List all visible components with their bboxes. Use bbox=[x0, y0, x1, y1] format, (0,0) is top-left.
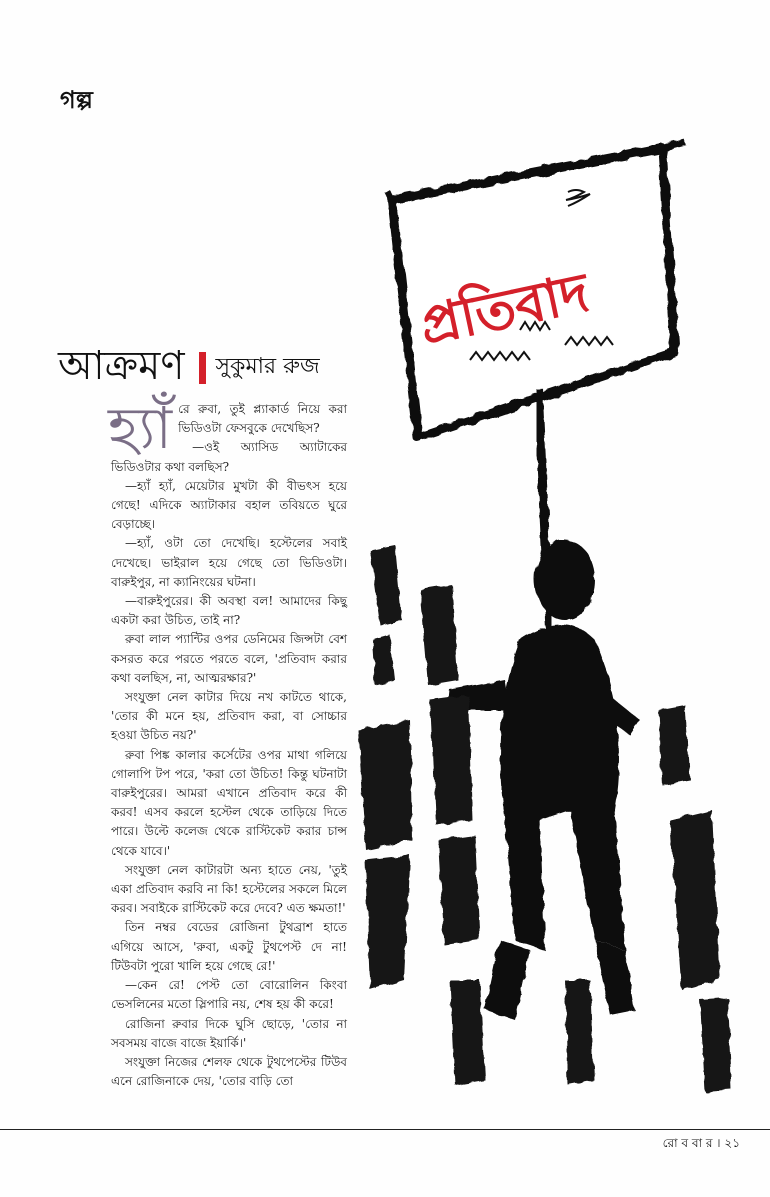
story-body bbox=[108, 394, 347, 1091]
dropcap: হ্যাঁ bbox=[108, 394, 173, 462]
paragraph: —হ্যাঁ হ্যাঁ, মেয়েটার মুখটা কী বীভৎস হয়ে গেছে! এদিকে অ্যাটাকার বহাল তবিয়তে ঘুরে বেড়াচ্ছে। bbox=[111, 478, 347, 532]
paragraph: —কেন রে! পেস্ট তো বোরোলিন কিংবা ভেসলিনের মতো স্লিপারি নয়, শেষ হয় কী করে! bbox=[111, 978, 347, 1012]
paragraph-text: রে রুবা, তুই প্ল্যাকার্ড নিয়ে করা ভিডিওটা ফেসবুকে দেখেছিস? bbox=[178, 402, 347, 436]
paragraph: রোজিনা রুবার দিকে ঘুসি ছোড়ে, 'তোর না সবসময় বাজে বাজে ইয়ার্কি।' bbox=[111, 1016, 347, 1050]
paragraph: সংযুক্তা নেল কাটারটা অন্য হাতে নেয়, 'তুই একা প্রতিবাদ করবি না কি! হস্টেলের সকলে মিলে করব। সবাইকে রাস্টিকেট করে দেবে? এত ক্ষমতা!' bbox=[111, 862, 347, 916]
paragraph: —হ্যাঁ, ওটা তো দেখেছি। হস্টেলের সবাই দেখেছে। ভাইরাল হয়ে গেছে তো ভিডিওটা। বারুইপুর, না ক্যানিংয়ের ঘটনা। bbox=[111, 536, 347, 589]
title-row bbox=[58, 334, 320, 401]
protest-illustration bbox=[340, 120, 770, 1120]
paragraph: তিন নম্বর বেডের রোজিনা টুথব্রাশ হাতে এগিয়ে আসে, 'রুবা, একটু টুথপেস্ট দে না! টিউবটা পুরো খালি হয়ে গেছে রে!' bbox=[111, 920, 347, 973]
author-name: সুকুমার রুজ bbox=[215, 354, 320, 379]
paragraph: —ওই অ্যাসিড অ্যাটাকের ভিডিওটার কথা বলছিস? bbox=[111, 440, 347, 474]
section-label bbox=[60, 82, 93, 122]
paragraph: সংযুক্তা নেল কাটার দিয়ে নখ কাটতে থাকে, 'তোর কী মনে হয়, প্রতিবাদ করা, বা সোচ্চার হওয়া উচিত নয়?' bbox=[111, 690, 347, 743]
figure-silhouette bbox=[448, 540, 640, 1020]
sign-word: প্রতিবাদ bbox=[414, 260, 595, 358]
story-title: আক্রমণ bbox=[58, 343, 185, 389]
page-footer: রো ব বা র । ২১ bbox=[662, 1136, 740, 1150]
section-label-part1: গল bbox=[60, 85, 93, 114]
paragraph: —বারুইপুরের। কী অবস্থা বল! আমাদের কিছু একটা করা উচিত, তাই না? bbox=[111, 594, 347, 628]
paragraph: রুবা লাল প্যান্টির ওপর ডেনিমের জিন্সটা বেশ কসরত করে পরতে পরতে বলে, 'প্রতিবাদ করার কথা বলছিস, না, আত্মরক্ষার?' bbox=[111, 632, 347, 685]
paragraph: রুবা পিঙ্ক কালার কর্সেটের ওপর মাথা গলিয়ে গোলাপি টপ পরে, 'করা তো উচিত! কিন্তু ঘটনাটা বারুইপুরের। আমরা এখানে প্রতিবাদ করে কী করব! এসব করলে হস্টেল থেকে তাড়িয়ে দিতে পারে। উল্টে কলেজ থেকে রাস্টিকেট করার চান্স থেকে যাবে।' bbox=[111, 747, 347, 858]
title-divider-bar bbox=[199, 352, 206, 384]
paragraph: সংযুক্তা নিজের শেলফ থেকে টুথপেস্টের টিউব এনে রোজিনাকে দেয়, 'তোর বাড়ি তো bbox=[111, 1054, 347, 1089]
footer-rule bbox=[0, 1129, 770, 1130]
